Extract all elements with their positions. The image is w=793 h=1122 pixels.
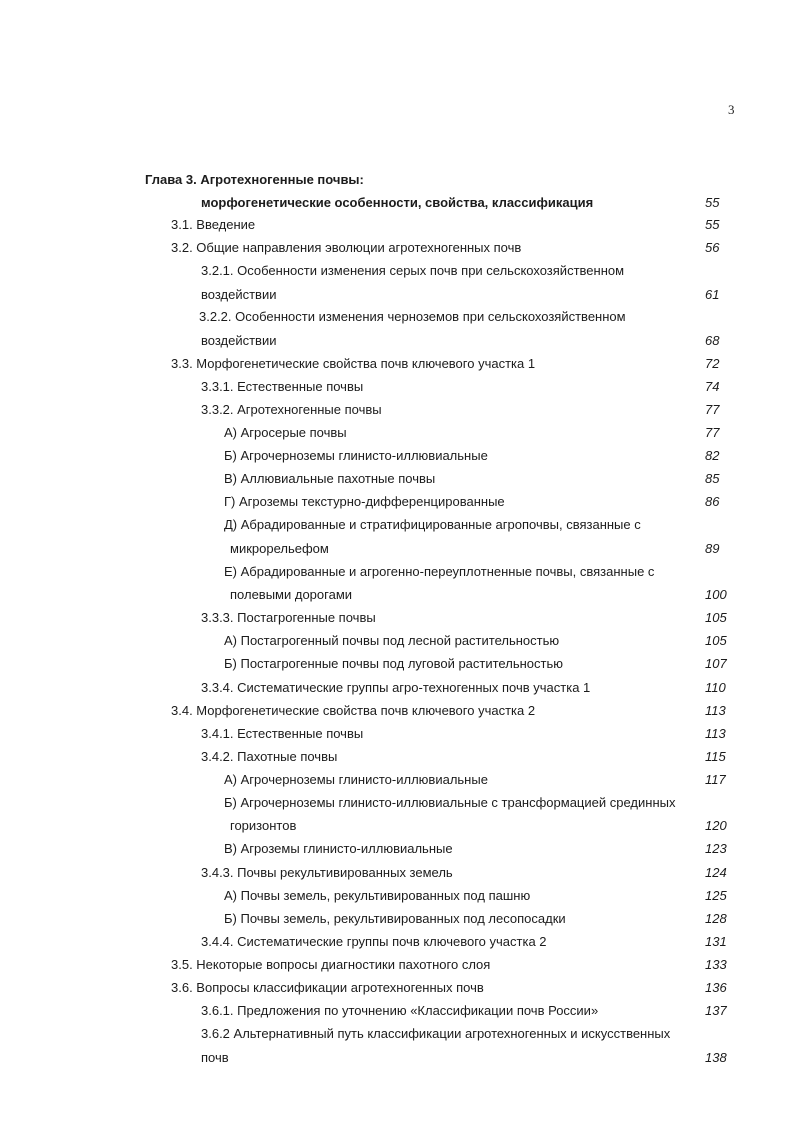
toc-page: 113 <box>705 726 726 741</box>
toc-entry: А) Почвы земель, рекультивированных под пашню <box>224 888 531 903</box>
toc-entry: 3.4.2. Пахотные почвы <box>201 749 338 764</box>
toc-page: 68 <box>705 333 720 348</box>
toc-entry: Б) Агрочерноземы глинисто-иллювиальные <box>224 448 488 463</box>
toc-page: 100 <box>705 587 727 602</box>
toc-page: 136 <box>705 980 727 995</box>
toc-entry: В) Агроземы глинисто-иллювиальные <box>224 841 453 856</box>
toc-entry: 3.3.1. Естественные почвы <box>201 379 364 394</box>
toc-page: 55 <box>705 217 720 232</box>
toc-entry: почв <box>201 1050 229 1065</box>
toc-page: 128 <box>705 911 727 926</box>
toc-entry: А) Агрочерноземы глинисто-иллювиальные <box>224 772 488 787</box>
toc-entry: 3.4.1. Естественные почвы <box>201 726 364 741</box>
toc-entry: Б) Почвы земель, рекультивированных под лесопосадки <box>224 911 566 926</box>
toc-page: 120 <box>705 818 727 833</box>
toc-entry: 3.3.2. Агротехногенные почвы <box>201 402 382 417</box>
toc-page: 110 <box>705 680 726 695</box>
toc-page: 131 <box>705 934 727 949</box>
toc-entry: Б) Постагрогенные почвы под луговой растительностью <box>224 656 563 671</box>
toc-entry: 3.5. Некоторые вопросы диагностики пахотного слоя <box>171 957 491 972</box>
toc-entry: 3.4.3. Почвы рекультивированных земель <box>201 865 453 880</box>
toc-page: 74 <box>705 379 720 394</box>
toc-entry: микрорельефом <box>230 541 329 556</box>
toc-entry: А) Постагрогенный почвы под лесной растительностью <box>224 633 560 648</box>
toc-page: 77 <box>705 425 720 440</box>
toc-entry: 3.2.2. Особенности изменения черноземов при сельскохозяйственном <box>199 309 626 324</box>
chapter-page: 55 <box>705 195 720 210</box>
toc-page: 124 <box>705 865 727 880</box>
toc-entry: полевыми дорогами <box>230 587 353 602</box>
toc-entry: 3.3.4. Систематические группы агро-техногенных почв участка 1 <box>201 680 591 695</box>
toc-entry: 3.1. Введение <box>171 217 256 232</box>
toc-entry: 3.6. Вопросы классификации агротехногенных почв <box>171 980 484 995</box>
toc-entry: 3.6.1. Предложения по уточнению «Классификации почв России» <box>201 1003 599 1018</box>
toc-entry: Е) Абрадированные и агрогенно-переуплотненные почвы, связанные с <box>224 564 655 579</box>
toc-page: 115 <box>705 749 726 764</box>
toc-page: 86 <box>705 494 720 509</box>
toc-page: 123 <box>705 841 727 856</box>
toc-entry: 3.2. Общие направления эволюции агротехногенных почв <box>171 240 522 255</box>
toc-page: 56 <box>705 240 720 255</box>
chapter-subtitle: морфогенетические особенности, свойства, классификация <box>201 195 594 210</box>
toc-page: 72 <box>705 356 720 371</box>
toc-entry: 3.6.2 Альтернативный путь классификации агротехногенных и искусственных <box>201 1026 671 1041</box>
chapter-title: Глава 3. Агротехногенные почвы: <box>145 172 364 187</box>
toc-entry: 3.3. Морфогенетические свойства почв ключевого участка 1 <box>171 356 536 371</box>
page-number: 3 <box>728 102 735 117</box>
toc-page: 125 <box>705 888 727 903</box>
toc-page: 77 <box>705 402 720 417</box>
toc-page: 113 <box>705 703 726 718</box>
toc-entry: А) Агросерые почвы <box>224 425 347 440</box>
toc-page: 117 <box>705 772 726 787</box>
toc-page: 137 <box>705 1003 727 1018</box>
toc-page: 138 <box>705 1050 727 1065</box>
toc-entry: Б) Агрочерноземы глинисто-иллювиальные с трансформацией срединных <box>224 795 676 810</box>
toc-entry: горизонтов <box>230 818 297 833</box>
toc-entry: воздействии <box>201 287 277 302</box>
toc-entry: 3.3.3. Постагрогенные почвы <box>201 610 376 625</box>
toc-entry: 3.2.1. Особенности изменения серых почв при сельскохозяйственном <box>201 263 625 278</box>
toc-entry: Г) Агроземы текстурно-дифференцированные <box>224 494 505 509</box>
toc-page: 61 <box>705 287 720 302</box>
toc-page: 89 <box>705 541 720 556</box>
toc-page: 133 <box>705 957 727 972</box>
toc-entry: 3.4.4. Систематические группы почв ключевого участка 2 <box>201 934 547 949</box>
toc-entry: 3.4. Морфогенетические свойства почв ключевого участка 2 <box>171 703 536 718</box>
toc-page: 82 <box>705 448 720 463</box>
toc-page: 85 <box>705 471 720 486</box>
toc-entry: воздействии <box>201 333 277 348</box>
toc-page: 105 <box>705 633 727 648</box>
toc-page: 105 <box>705 610 727 625</box>
toc-page: 107 <box>705 656 727 671</box>
toc-entry: В) Аллювиальные пахотные почвы <box>224 471 436 486</box>
toc-entry: Д) Абрадированные и стратифицированные агропочвы, связанные с <box>224 517 641 532</box>
